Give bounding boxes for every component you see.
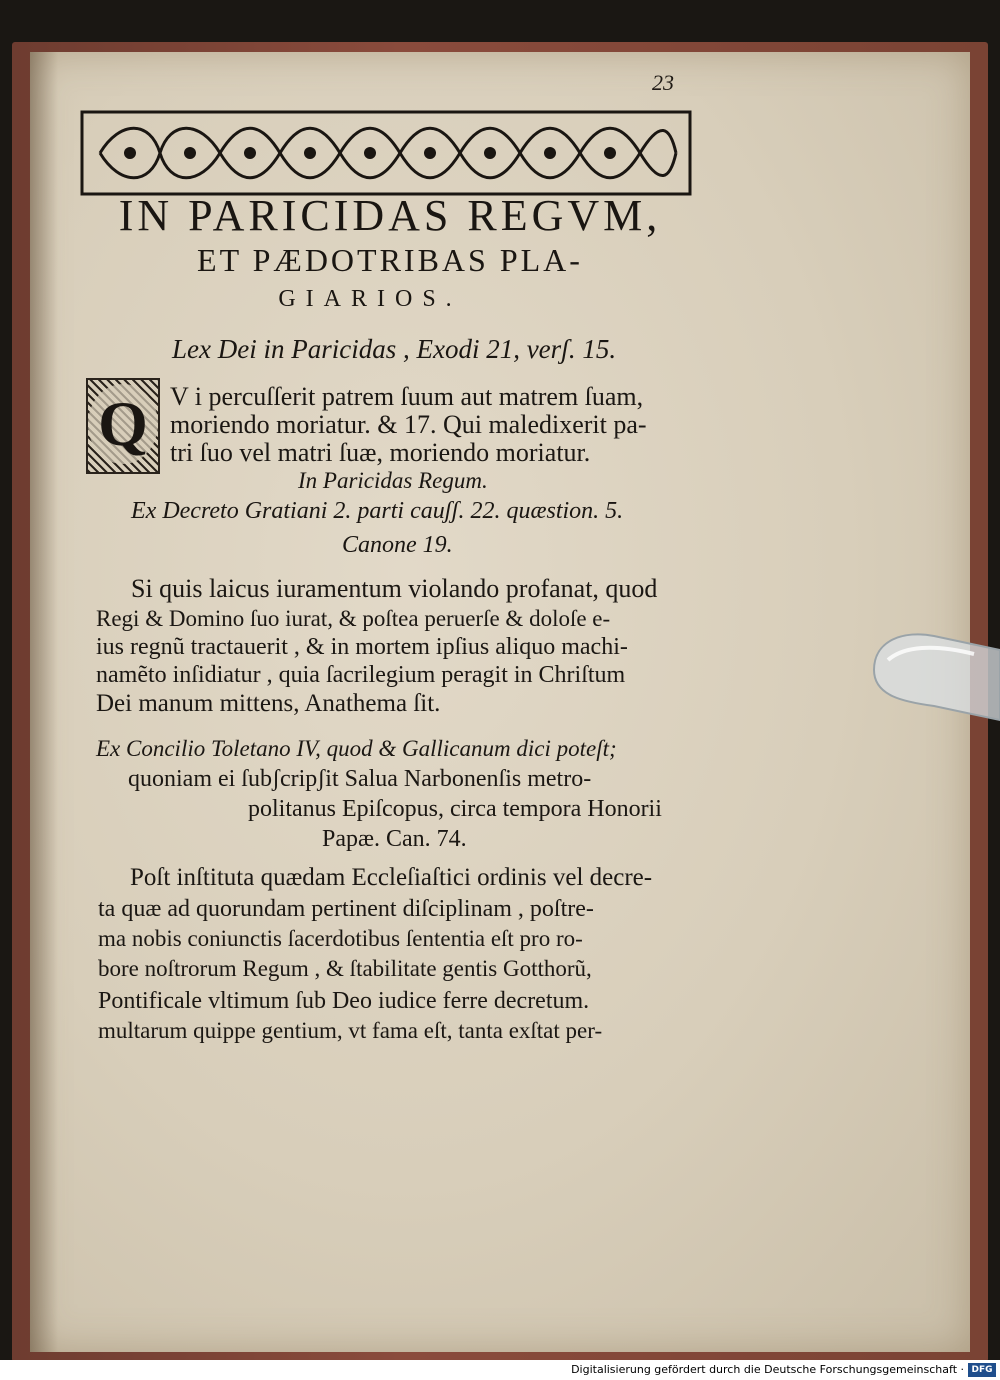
passage1-line: moriendo moriatur. & 17. Qui maledixerit pa- [170,410,647,439]
canone-heading: Canone 19. [342,532,453,558]
decorated-initial [86,378,160,474]
passage3-line: multarum quippe gentium, vt fama eſt, tanta exſtat per- [98,1018,603,1043]
passage2-line: ius regnũ tractauerit , & in mortem ipſius aliquo machi- [96,634,628,660]
passage2-line: namẽto inſidiatur , quia ſacrilegium peragit in Chriſtum [96,662,626,688]
passage1-line: V i percuſſerit patrem ſuum aut matrem ſuam, [170,382,644,411]
ornament-band [80,110,692,196]
page-number: 23 [652,70,674,95]
passage3-line: ma nobis coniunctis ſacerdotibus ſententia eſt pro ro- [98,926,583,951]
ex-decreto-heading: Ex Decreto Gratiani 2. parti cauʃʃ. 22. quæstion. 5. [131,498,624,524]
initial-letter: Q [88,384,158,464]
passage3-line: ta quæ ad quorundam pertinent diſciplinam , poſtre- [98,896,594,922]
heading-line-1: IN PARICIDAS REGVM, [118,191,662,240]
passage2-line: Dei manum mittens, Anathema ſit. [96,690,441,717]
heading-line-3: GIARIOS. [278,286,462,312]
in-paricidas-heading: In Paricidas Regum. [298,468,488,493]
footer-credit: Digitalisierung gefördert durch die Deutsche Forschungsgemeinschaft · [571,1363,964,1376]
passage2-line: Si quis laicus iuramentum violando profanat, quod [131,574,658,603]
ex-concilio-line: politanus Epiſcopus, circa tempora Honorii [248,796,662,822]
passage3-line: Pontificale vltimum ſub Deo iudice ferre decretum. [98,988,590,1014]
passage2-line: Regi & Domino ſuo iurat, & poſtea peruerſe & doloſe e- [96,606,611,631]
heading-line-2: ET PÆDOTRIBAS PLA- [197,242,583,278]
glass-bookmark [864,610,1000,730]
footer-bar [0,1360,1000,1380]
ex-concilio-line: Ex Concilio Toletano IV, quod & Gallicanum dici poteſt; [96,736,617,761]
passage3-line: Poſt inſtituta quædam Eccleſiaſtici ordinis vel decre- [130,864,653,891]
lex-dei-heading: Lex Dei in Paricidas , Exodi 21, verʃ. 15. [172,334,617,364]
ex-concilio-line: quoniam ei ſubʃcripʃit Salua Narbonenſis metro- [128,766,592,792]
spine-shadow [30,52,58,1352]
dfg-logo-icon: DFG [968,1363,996,1377]
passage1-line: tri ſuo vel matri ſuæ, moriendo moriatur. [170,438,591,467]
passage3-line: bore noſtrorum Regum , & ſtabilitate gentis Gotthorũ, [98,956,592,981]
ex-concilio-line: Papæ. Can. 74. [322,826,467,852]
